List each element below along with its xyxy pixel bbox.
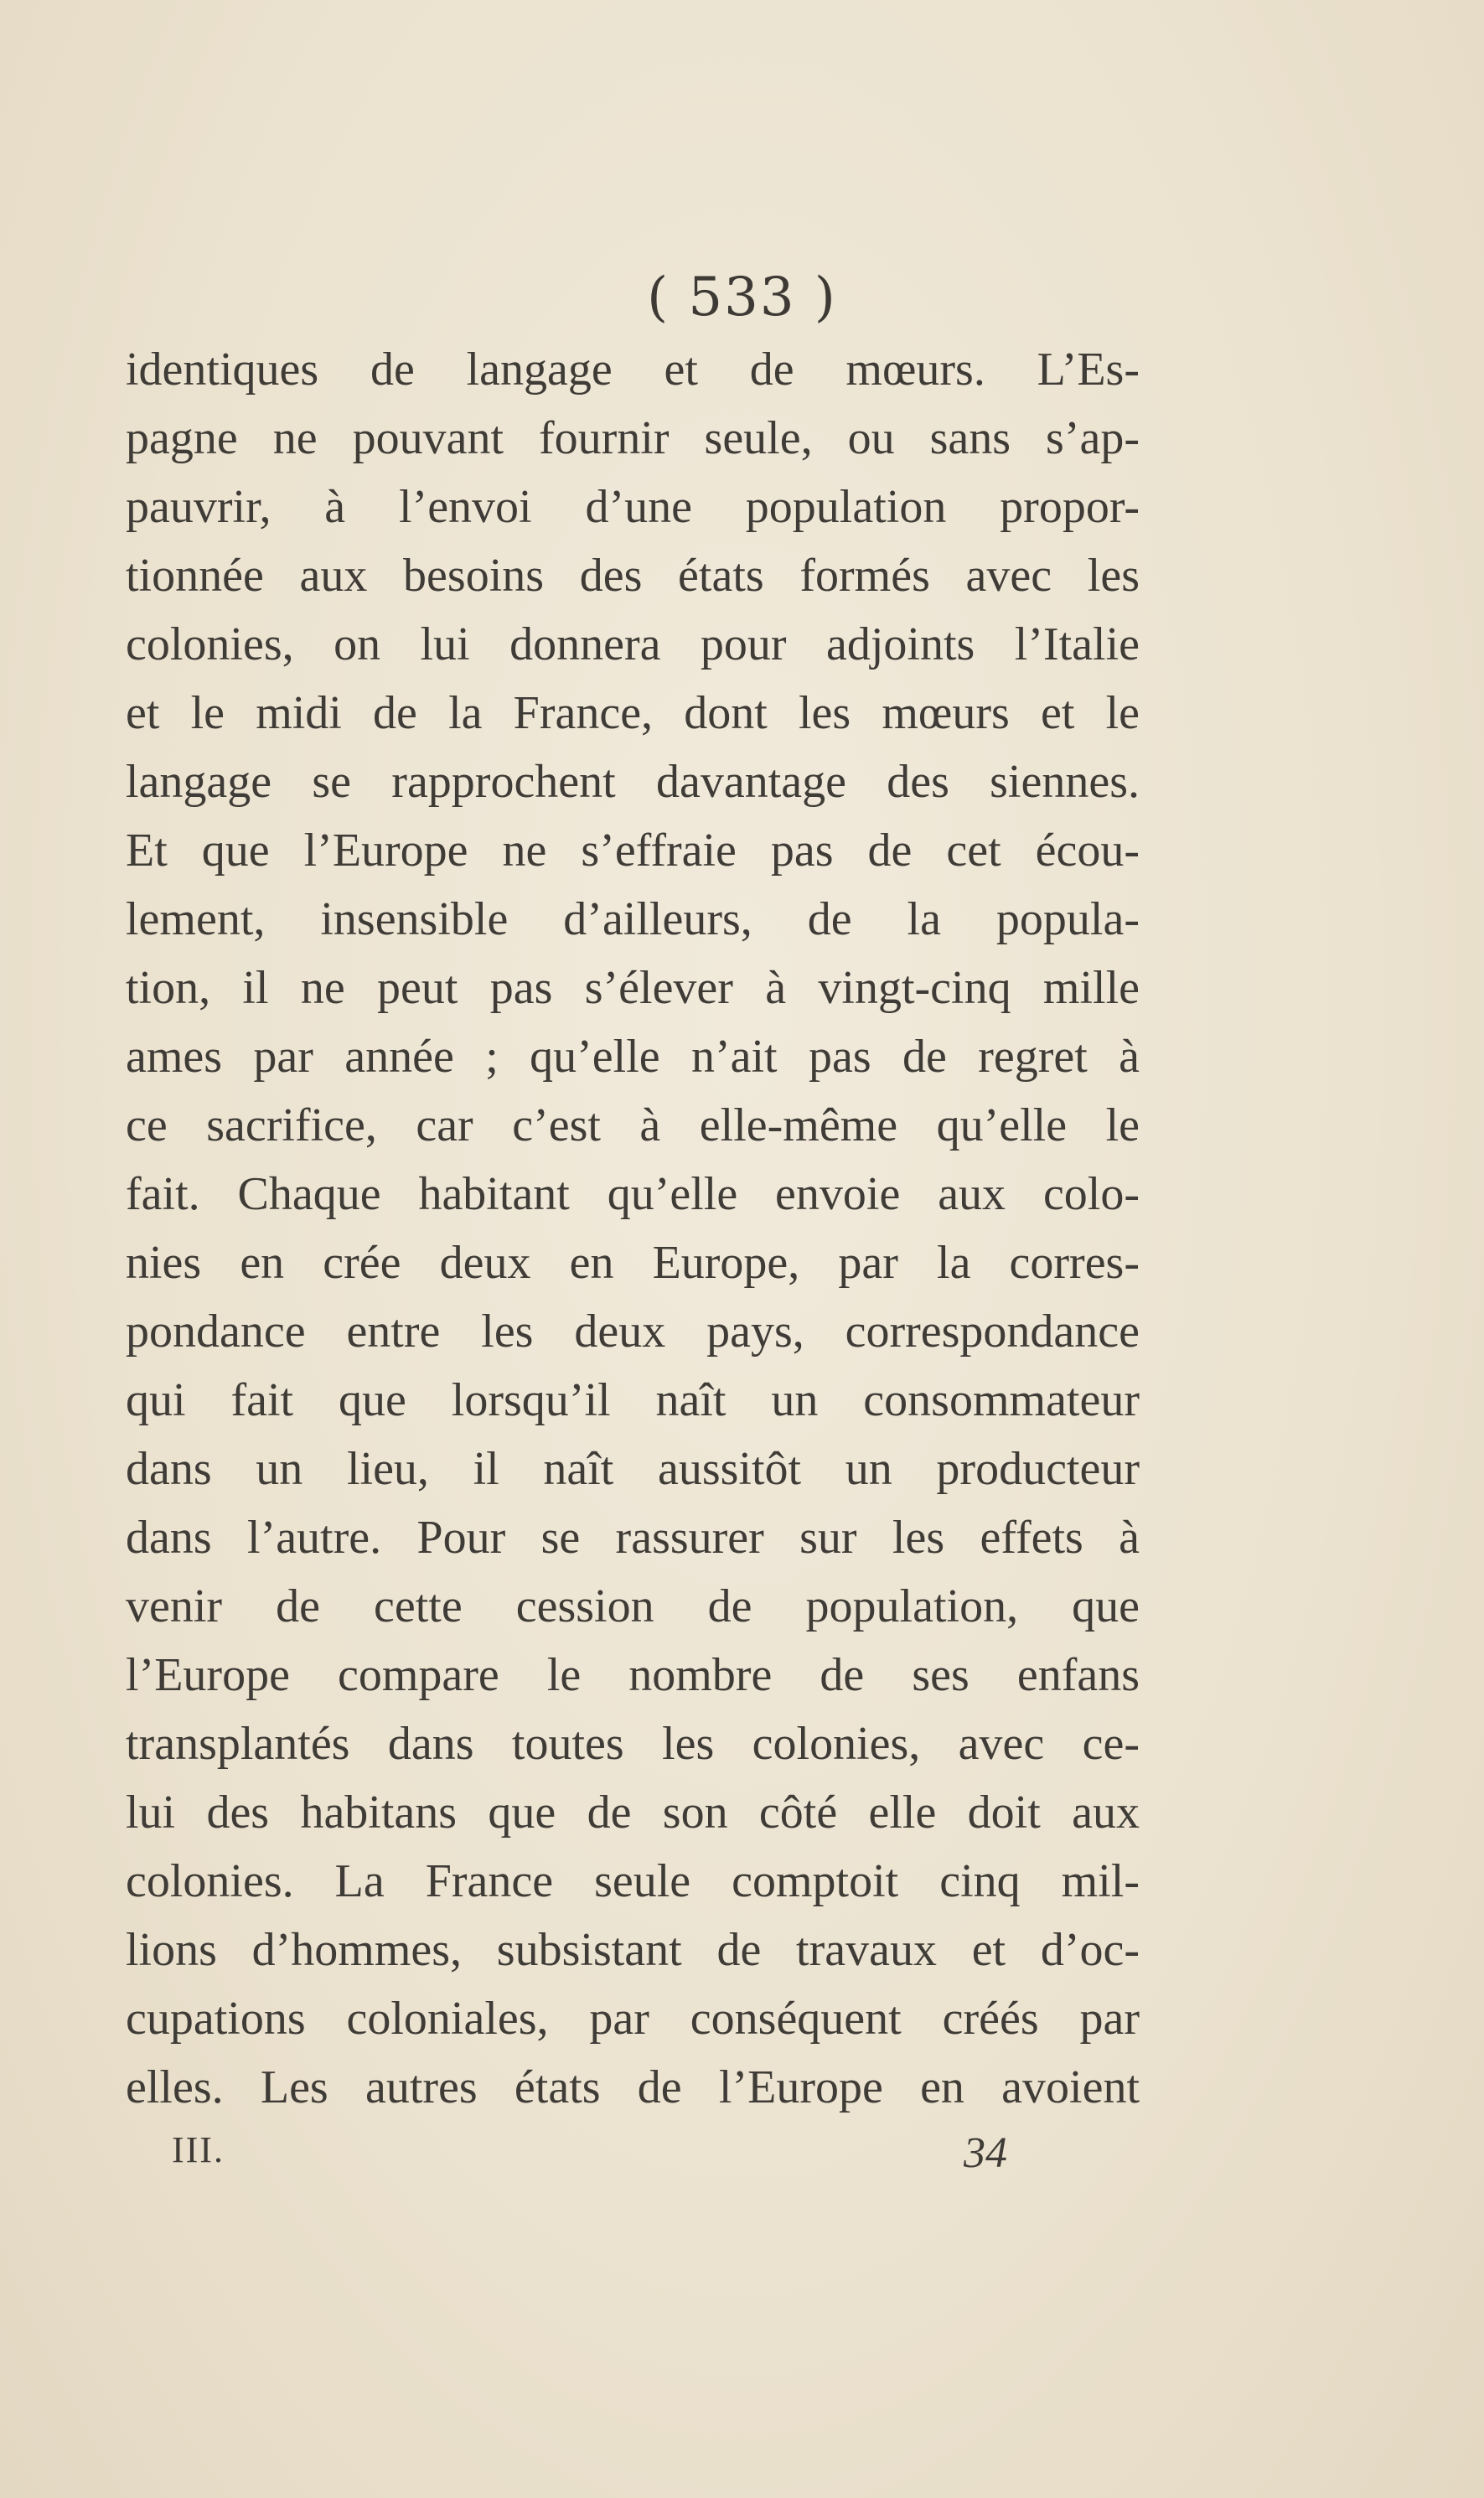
text-line: Et que l’Europe ne s’effraie pas de cet écou- [126, 825, 1140, 877]
text-line: transplantés dans toutes les colonies, avec ce- [126, 1718, 1140, 1770]
text-line: identiques de langage et de mœurs. L’Es- [126, 344, 1140, 396]
text-line: et le midi de la France, dont les mœurs et le [126, 687, 1140, 739]
text-line: l’Europe compare le nombre de ses enfans [126, 1649, 1140, 1701]
text-line: elles. Les autres états de l’Europe en avoient [126, 2061, 1140, 2113]
text-line: tionnée aux besoins des états formés avec les [126, 550, 1140, 602]
text-line: ce sacrifice, car c’est à elle-même qu’elle le [126, 1099, 1140, 1151]
text-line: dans l’autre. Pour se rassurer sur les effets à [126, 1512, 1140, 1564]
text-line: pagne ne pouvant fournir seule, ou sans s’ap- [126, 412, 1140, 464]
text-line: lement, insensible d’ailleurs, de la popula- [126, 893, 1140, 945]
page-header: ( 533 ) [647, 266, 837, 328]
text-line: colonies, on lui donnera pour adjoints l’Italie [126, 618, 1140, 670]
body-text [126, 335, 1140, 2122]
text-line: fait. Chaque habitant qu’elle envoie aux colo- [126, 1168, 1140, 1220]
text-line: pondance entre les deux pays, correspondance [126, 1306, 1140, 1358]
text-line: venir de cette cession de population, que [126, 1580, 1140, 1632]
text-line: nies en crée deux en Europe, par la corres- [126, 1237, 1140, 1289]
text-line: colonies. La France seule comptoit cinq mil- [126, 1855, 1140, 1907]
page-number: 34 [964, 2129, 1007, 2177]
text-line: ames par année ; qu’elle n’ait pas de regret à [126, 1031, 1140, 1083]
text-line: lions d’hommes, subsistant de travaux et d’oc- [126, 1924, 1140, 1976]
text-line: qui fait que lorsqu’il naît un consommateur [126, 1374, 1140, 1426]
page-footer [0, 2128, 1484, 2195]
text-line: pauvrir, à l’envoi d’une population propor- [126, 481, 1140, 533]
text-line: tion, il ne peut pas s’élever à vingt-cinq mille [126, 962, 1140, 1014]
text-line: dans un lieu, il naît aussitôt un producteur [126, 1443, 1140, 1495]
signature-mark: III. [172, 2129, 225, 2170]
text-line: lui des habitans que de son côté elle doit aux [126, 1787, 1140, 1839]
text-line: cupations coloniales, par conséquent créés par [126, 1993, 1140, 2045]
text-line: langage se rapprochent davantage des siennes. [126, 756, 1140, 808]
